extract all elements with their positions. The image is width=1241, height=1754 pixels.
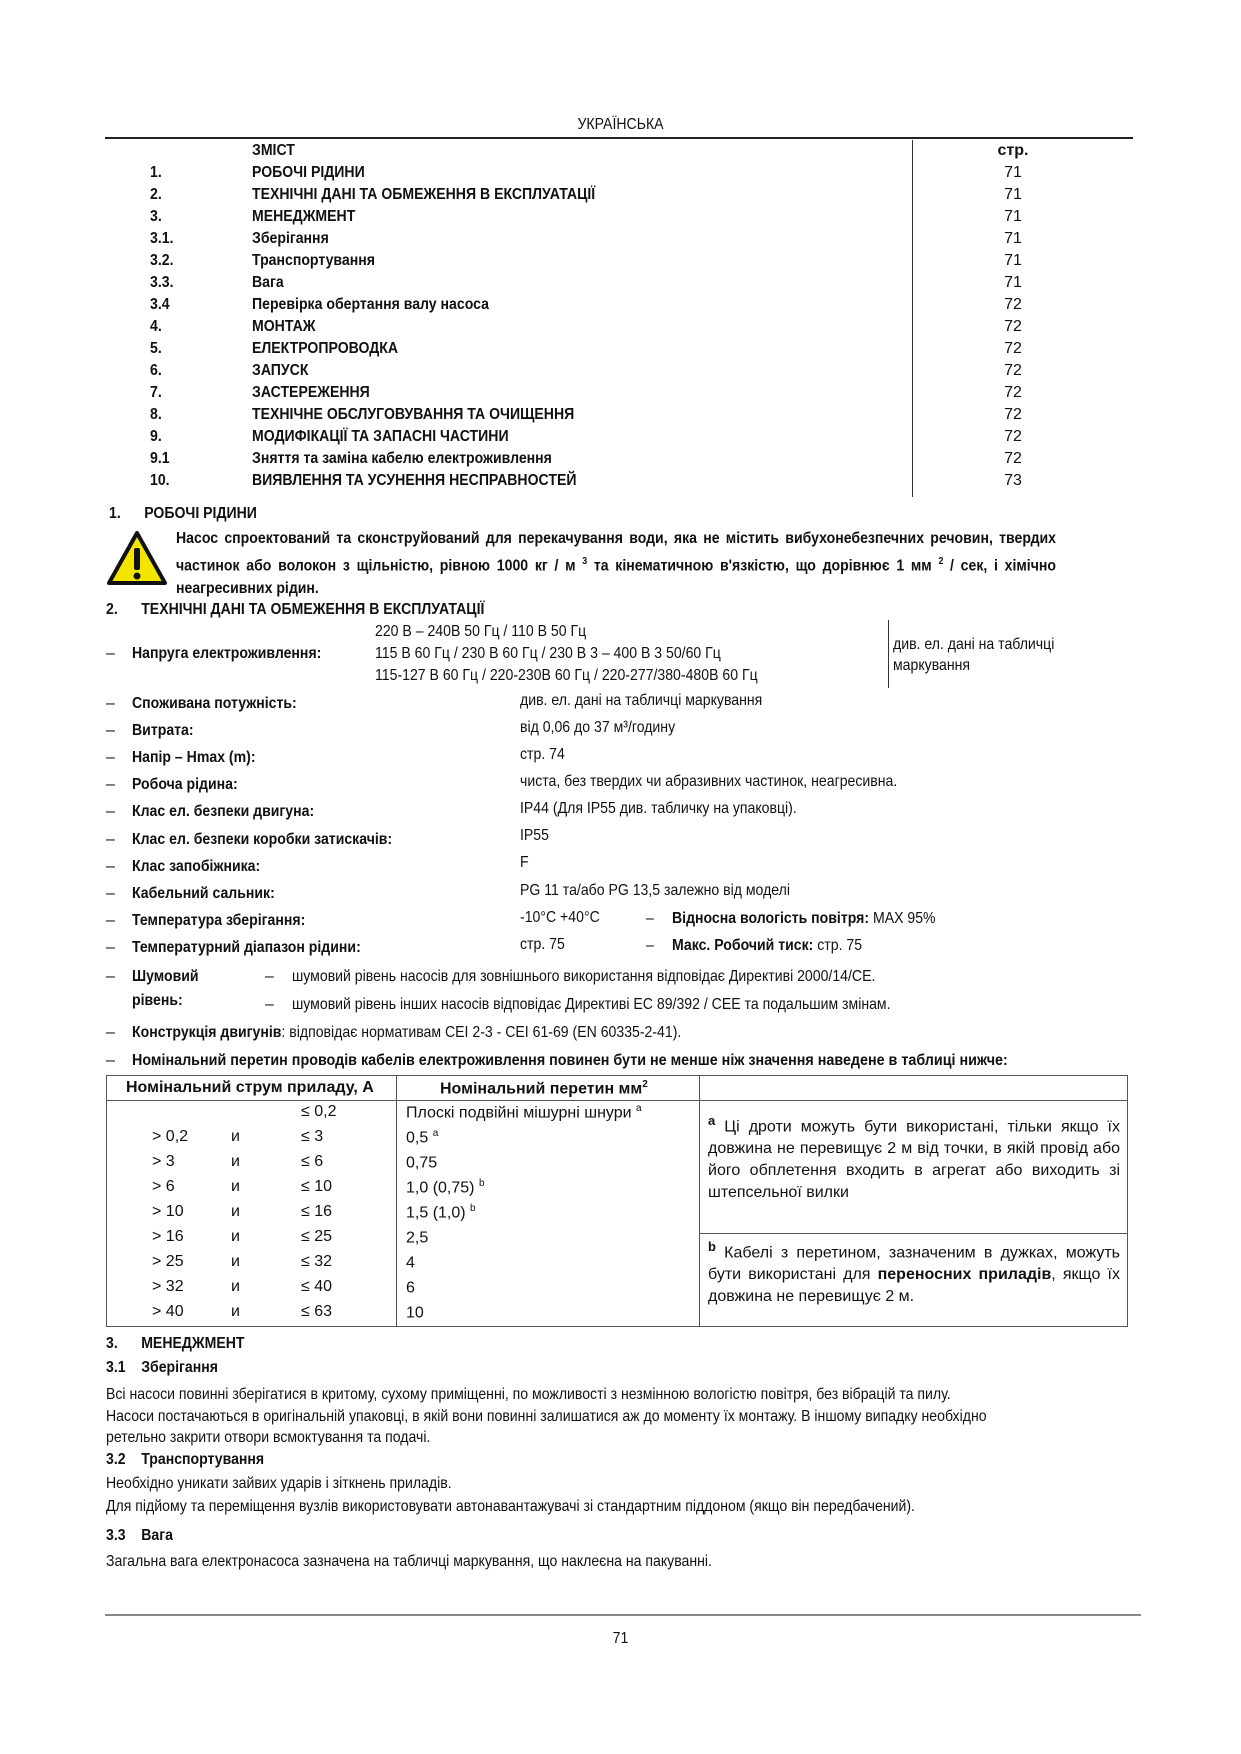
toc-item-num: 6. bbox=[150, 362, 162, 379]
spec-label: Клас ел. безпеки коробки затискачів: bbox=[132, 831, 393, 848]
toc-item-label: Транспортування bbox=[252, 252, 375, 269]
toc-item-page: 72 bbox=[1004, 406, 1022, 423]
toc-item-label: МОДИФІКАЦІЇ ТА ЗАПАСНІ ЧАСТИНИ bbox=[252, 428, 509, 445]
voltage-line: 115 В 60 Гц / 230 В 60 Гц / 230 В 3 – 400 В 3 50/60 Гц bbox=[375, 645, 721, 662]
document-language-header: УКРАЇНСЬКА bbox=[577, 116, 664, 133]
section-title: РОБОЧІ РІДИНИ bbox=[144, 505, 257, 522]
paragraph-line: ретельно закрити отвори всмоктування та подачі. bbox=[106, 1429, 431, 1446]
spec-value: -10°C +40°C bbox=[520, 909, 600, 926]
toc-item-page: 71 bbox=[1004, 230, 1022, 247]
table-divider bbox=[699, 1075, 700, 1327]
toc-item-num: 4. bbox=[150, 318, 162, 335]
toc-item-label: ЗАПУСК bbox=[252, 362, 309, 379]
spec-row: – Напір – Hmax (m): стр. 74 bbox=[106, 746, 565, 766]
spec-value: див. ел. дані на табличці маркування bbox=[520, 692, 763, 709]
toc-item-page: 71 bbox=[1004, 274, 1022, 291]
section-3-heading bbox=[106, 1335, 245, 1353]
bullet-dash: – bbox=[265, 996, 274, 1013]
toc-item-page: 71 bbox=[1004, 208, 1022, 225]
toc-item-num: 3.2. bbox=[150, 252, 174, 269]
voltage-line: 220 В – 240В 50 Гц / 110 В 50 Гц bbox=[375, 623, 587, 640]
toc-item[interactable] bbox=[150, 318, 1050, 340]
toc-item-label: МЕНЕДЖМЕНТ bbox=[252, 208, 356, 225]
subsection-3-2-heading: 3.2 Транспортування bbox=[106, 1451, 265, 1468]
toc-item-num: 8. bbox=[150, 406, 162, 423]
toc-item-num: 5. bbox=[150, 340, 162, 357]
toc-item-label: ЕЛЕКТРОПРОВОДКА bbox=[252, 340, 399, 357]
toc-item-label: ТЕХНІЧНІ ДАНІ ТА ОБМЕЖЕННЯ В ЕКСПЛУАТАЦІЇ bbox=[252, 186, 596, 203]
paragraph-line: Насоси постачаються в оригінальній упаковці, в якій вони повинні залишатися аж до моменту їх монтажу. В іншому випадку необхідно bbox=[106, 1408, 987, 1425]
table-row: > 6 и ≤ 10 1,0 (0,75) $^b$ bbox=[152, 1178, 485, 1197]
spec-row: – Робоча рідина: чиста, без твердих чи абразивних частинок, неагресивна. bbox=[106, 773, 898, 793]
toc-item[interactable] bbox=[150, 252, 1050, 274]
bullet-dash: – bbox=[646, 937, 654, 954]
toc-item[interactable] bbox=[150, 428, 1050, 450]
motor-text: Конструкція двигунів: відповідає нормативам CEI 2-3 - CEI 61-69 (EN 60335-2-41). bbox=[132, 1024, 682, 1041]
spec-value: чиста, без твердих чи абразивних частинок, неагресивна. bbox=[520, 773, 898, 790]
spec-label: Клас запобіжника: bbox=[132, 858, 261, 875]
toc-item-page: 71 bbox=[1004, 164, 1022, 181]
spec-label: Температурний діапазон рідини: bbox=[132, 939, 361, 956]
toc-item-num: 2. bbox=[150, 186, 162, 203]
spec-row: – Температура зберігання: -10°C +40°C – Відносна вологість повітря: MAX 95% bbox=[106, 909, 936, 929]
spec-label: Кабельний сальник: bbox=[132, 885, 275, 902]
table-header-current: Номінальний струм приладу, А bbox=[126, 1079, 374, 1096]
toc-page-header: стр. bbox=[997, 142, 1029, 159]
toc-item[interactable] bbox=[150, 274, 1050, 296]
toc-item-num: 3.3. bbox=[150, 274, 174, 291]
toc-item[interactable] bbox=[150, 384, 1050, 406]
toc-item-page: 72 bbox=[1004, 340, 1022, 357]
section-title: МЕНЕДЖМЕНТ bbox=[141, 1335, 245, 1352]
spec-value: PG 11 та/або PG 13,5 залежно від моделі bbox=[520, 882, 790, 899]
table-row: > 32 и ≤ 40 6 bbox=[152, 1278, 415, 1297]
toc-item[interactable] bbox=[150, 450, 1050, 472]
toc-item[interactable] bbox=[150, 406, 1050, 428]
spec-label: Напір – Hmax (m): bbox=[132, 749, 256, 766]
spec-value: стр. 74 bbox=[520, 746, 565, 763]
subsection-3-1-heading: 3.1 Зберігання bbox=[106, 1359, 218, 1376]
header-divider bbox=[105, 137, 1133, 139]
spec-label: Споживана потужність: bbox=[132, 695, 297, 712]
spec-label: Робоча рідина: bbox=[132, 776, 238, 793]
toc-item-page: 72 bbox=[1004, 362, 1022, 379]
toc-item-label: Зняття та заміна кабелю електроживлення bbox=[252, 450, 552, 467]
toc-item-num: 3.1. bbox=[150, 230, 174, 247]
spec-row: – Клас ел. безпеки коробки затискачів: IP55 bbox=[106, 827, 549, 848]
table-divider bbox=[699, 1233, 1128, 1234]
toc-item-label: Зберігання bbox=[252, 230, 329, 247]
noise-item: шумовий рівень інших насосів відповідає Директиві ЕС 89/392 / CEE та подальшим змінам. bbox=[292, 996, 891, 1013]
toc-item-num: 1. bbox=[150, 164, 162, 181]
voltage-line: 115-127 В 60 Гц / 220-230В 60 Гц / 220-277/380-480В 60 Гц bbox=[375, 667, 758, 684]
noise-item: шумовий рівень насосів для зовнішнього використання відповідає Директиві 2000/14/CE. bbox=[292, 968, 876, 985]
spec-row: – Температурний діапазон рідини: стр. 75 – Макс. Робочий тиск: стр. 75 bbox=[106, 936, 863, 956]
toc-item-label: МОНТАЖ bbox=[252, 318, 316, 335]
spec-value: від 0,06 до 37 м³/годину bbox=[520, 719, 676, 736]
toc-item-page: 73 bbox=[1004, 472, 1022, 489]
spec-value: стр. 75 bbox=[520, 936, 565, 953]
bullet-dash: – bbox=[646, 910, 654, 927]
spec-noise: – Шумовий рівень: bbox=[106, 968, 199, 1009]
table-row: > 16 и ≤ 25 2,5 bbox=[152, 1228, 429, 1247]
toc-item-page: 72 bbox=[1004, 450, 1022, 467]
table-row: > 3 и ≤ 6 0,75 bbox=[152, 1153, 438, 1172]
toc-item-label: РОБОЧІ РІДИНИ bbox=[252, 164, 365, 181]
toc-item[interactable] bbox=[150, 362, 1050, 384]
bullet-dash: – bbox=[106, 645, 115, 662]
toc-item-page: 72 bbox=[1004, 296, 1022, 313]
section-number: 2. bbox=[106, 601, 118, 618]
spec-motor: – Конструкція двигунів: відповідає нормативам CEI 2-3 - CEI 61-69 (EN 60335-2-41). bbox=[106, 1024, 682, 1041]
bullet-dash: – bbox=[265, 968, 274, 985]
toc-item[interactable] bbox=[150, 164, 1050, 186]
toc-item[interactable] bbox=[150, 340, 1050, 362]
table-note-b: $^b$ Кабелі з перетином, зазначеним в дужках, можуть бути використані для переносних приладів, якщо їх довжина не перевищує 2 м. bbox=[708, 1239, 1120, 1306]
table-row: > 0,2 и ≤ 3 0,5 $^a$ bbox=[152, 1128, 439, 1147]
toc-item-label: Перевірка обертання валу насоса bbox=[252, 296, 489, 313]
page-number: 71 bbox=[612, 1630, 629, 1647]
table-divider bbox=[106, 1100, 1128, 1101]
toc-item-num: 9. bbox=[150, 428, 162, 445]
spec-label: рівень: bbox=[132, 992, 183, 1009]
toc-item[interactable] bbox=[150, 186, 1050, 208]
toc-item-num: 9.1 bbox=[150, 450, 170, 467]
spec-label: Напруга електроживлення: bbox=[132, 645, 322, 662]
spec-extra: Відносна вологість повітря: MAX 95% bbox=[672, 910, 936, 927]
section-1-warning-text: Насос спроектований та сконструйований для перекачування води, яка не містить вибухонебезпечних речовин, твердих частинок або волокон з щільністю, рівною 1000 кг / м $^3$ та кінематичною в'язкістю, що дорівнює 1 мм $^2$ / сек, і хімічно неагресивних рідин. bbox=[176, 530, 1056, 598]
spec-row: – Витрата: від 0,06 до 37 м³/годину bbox=[106, 719, 676, 739]
toc-item-label: Вага bbox=[252, 274, 284, 291]
section-title: ТЕХНІЧНІ ДАНІ ТА ОБМЕЖЕННЯ В ЕКСПЛУАТАЦІЇ bbox=[141, 601, 485, 618]
toc-item[interactable] bbox=[150, 208, 1050, 230]
voltage-note: див. ел. дані на табличці маркування bbox=[893, 636, 1055, 674]
toc-header bbox=[150, 142, 1050, 164]
table-header-section: Номінальний перетин $мм^2$ bbox=[440, 1079, 648, 1098]
paragraph-line: Всі насоси повинні зберігатися в критому, сухому приміщенні, по можливості з незмінною вологістю повітря, без вібрацій та пилу. bbox=[106, 1386, 951, 1403]
cable-intro-text: Номінальний перетин проводів кабелів електроживлення повинен бути не менше ніж значення наведене в таблиці нижче: bbox=[132, 1052, 1008, 1069]
toc-item-page: 72 bbox=[1004, 384, 1022, 401]
toc-item-num: 3.4 bbox=[150, 296, 170, 313]
spec-label: Температура зберігання: bbox=[132, 912, 306, 929]
table-note-a: $^a$ Ці дроти можуть бути використані, тільки якщо їх довжина не перевищує 2 м від точки, в якій провід або його обплетення входить в агрегат або виходить зі штепсельної вилки bbox=[708, 1113, 1120, 1202]
toc-item-page: 71 bbox=[1004, 186, 1022, 203]
spec-row: – Клас ел. безпеки двигуна: IP44 (Для IP55 див. табличку на упаковці). bbox=[106, 800, 797, 820]
table-row: ≤ 0,2 Плоскі подвійні мішурні шнури $^a$ bbox=[301, 1103, 642, 1122]
toc-item-label: ЗАСТЕРЕЖЕННЯ bbox=[252, 384, 370, 401]
spec-row: – Кабельний сальник: PG 11 та/або PG 13,5 залежно від моделі bbox=[106, 882, 790, 902]
toc-title: ЗМІСТ bbox=[252, 142, 295, 159]
spec-value: IP55 bbox=[520, 827, 549, 844]
toc-item-label: ТЕХНІЧНЕ ОБСЛУГОВУВАННЯ ТА ОЧИЩЕННЯ bbox=[252, 406, 575, 423]
spec-extra: Макс. Робочий тиск: стр. 75 bbox=[672, 937, 863, 954]
table-row: > 10 и ≤ 16 1,5 (1,0) $^b$ bbox=[152, 1203, 476, 1222]
toc-item-num: 10. bbox=[150, 472, 170, 489]
subsection-3-3-heading: 3.3 Вага bbox=[106, 1527, 173, 1544]
spec-row: – Клас запобіжника: F bbox=[106, 854, 529, 875]
table-row: > 40 и ≤ 63 10 bbox=[152, 1303, 424, 1322]
spec-label: Клас ел. безпеки двигуна: bbox=[132, 803, 315, 820]
toc-item[interactable] bbox=[150, 472, 1050, 494]
footer-divider bbox=[105, 1614, 1141, 1616]
spec-label: Витрата: bbox=[132, 722, 194, 739]
paragraph-line: Для підйому та переміщення вузлів використовувати автонавантажувачі зі стандартним піддоном (якщо він передбачений). bbox=[106, 1498, 915, 1515]
toc-item-label: ВИЯВЛЕННЯ ТА УСУНЕННЯ НЕСПРАВНОСТЕЙ bbox=[252, 472, 577, 489]
section-number: 1. bbox=[109, 505, 121, 522]
warning-triangle-icon bbox=[106, 530, 168, 586]
paragraph-line: Загальна вага електронасоса зазначена на табличці маркування, що наклеєна на пакуванні. bbox=[106, 1553, 712, 1570]
spec-value: IP44 (Для IP55 див. табличку на упаковці). bbox=[520, 800, 797, 817]
section-2-heading bbox=[106, 601, 484, 619]
spec-value: F bbox=[520, 854, 529, 871]
section-1-heading bbox=[109, 505, 257, 523]
toc-item-num: 3. bbox=[150, 208, 162, 225]
cable-intro: – Номінальний перетин проводів кабелів електроживлення повинен бути не менше ніж значення наведене в таблиці нижче: bbox=[106, 1052, 1008, 1069]
toc-item-num: 7. bbox=[150, 384, 162, 401]
toc-item-page: 71 bbox=[1004, 252, 1022, 269]
section-number: 3. bbox=[106, 1335, 118, 1352]
spec-row: – Споживана потужність: див. ел. дані на табличці маркування bbox=[106, 692, 763, 712]
paragraph-line: Необхідно уникати зайвих ударів і зіткнень приладів. bbox=[106, 1475, 452, 1492]
spec-label: Шумовий bbox=[132, 968, 199, 985]
voltage-note-divider bbox=[888, 620, 889, 688]
toc-item-page: 72 bbox=[1004, 428, 1022, 445]
toc-item-page: 72 bbox=[1004, 318, 1022, 335]
toc-item[interactable] bbox=[150, 230, 1050, 252]
toc-item[interactable] bbox=[150, 296, 1050, 318]
table-row: > 25 и ≤ 32 4 bbox=[152, 1253, 415, 1272]
